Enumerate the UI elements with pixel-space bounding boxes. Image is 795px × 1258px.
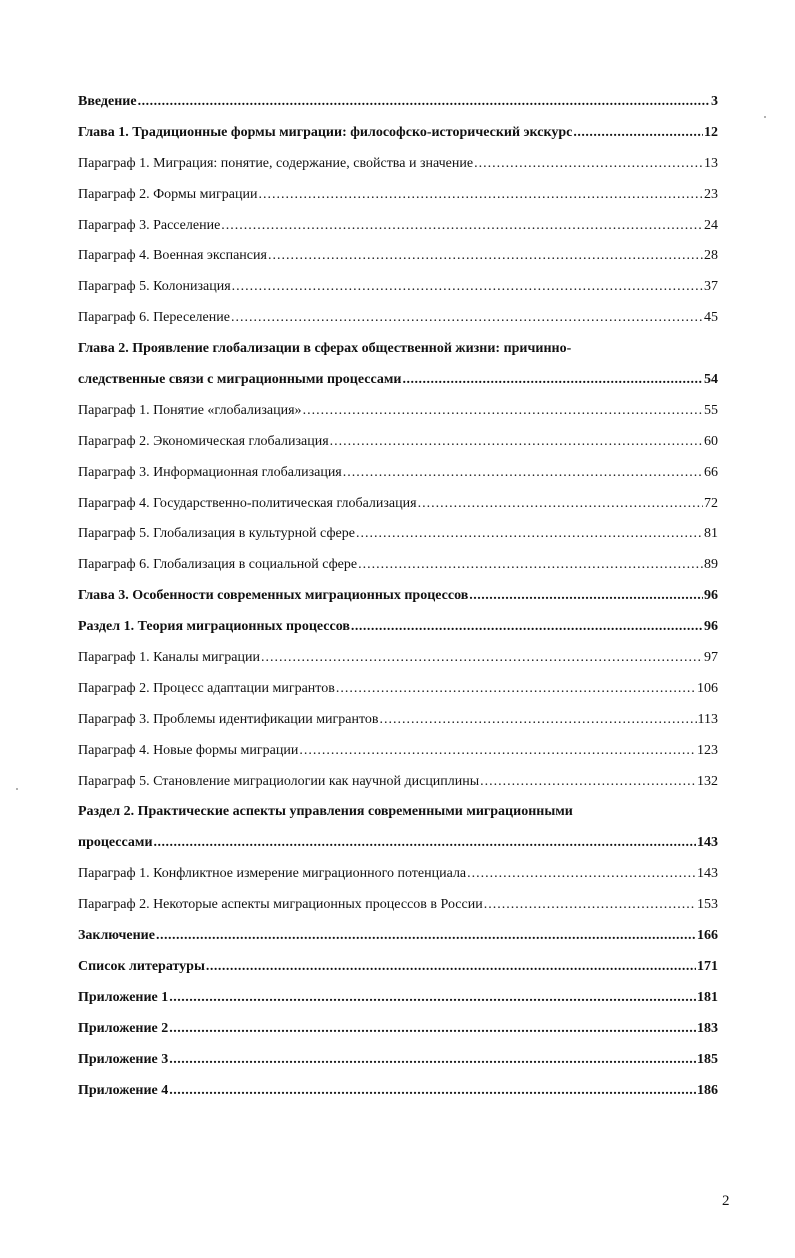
toc-entry — [78, 1045, 718, 1076]
toc-entry-page: 66 — [704, 464, 718, 480]
toc-dot-leader — [402, 365, 703, 396]
toc-entry-title: Глава 3. Особенности современных миграционных процессов — [78, 588, 469, 604]
toc-entry-title: Параграф 5. Колонизация — [78, 279, 231, 295]
toc-entry-page: 72 — [704, 495, 718, 511]
toc-entry-page: 23 — [704, 186, 718, 202]
toc-entry-page: 171 — [697, 958, 718, 974]
toc-entry-title: Глава 1. Традиционные формы миграции: философско-исторический экскурс — [78, 124, 573, 140]
toc-entry — [78, 149, 718, 180]
toc-entry — [78, 489, 718, 520]
toc-entry-title: Параграф 6. Переселение — [78, 310, 230, 326]
toc-entry-title: следственные связи с миграционными процессами — [78, 372, 402, 388]
toc-entry — [78, 180, 718, 211]
toc-entry-title: Заключение — [78, 928, 155, 944]
toc-entry — [78, 1014, 718, 1045]
toc-dot-leader — [467, 859, 696, 890]
toc-entry-title: Параграф 4. Новые формы миграции — [78, 742, 299, 758]
toc-entry — [78, 890, 718, 921]
toc-entry-title: процессами — [78, 835, 153, 851]
toc-entry-title: Параграф 5. Становление миграциологии как научной дисциплины — [78, 773, 480, 789]
toc-dot-leader — [336, 674, 696, 705]
toc-entry-page: 12 — [704, 124, 718, 140]
toc-dot-leader — [261, 643, 703, 674]
toc-entry-title: Параграф 3. Расселение — [78, 217, 221, 233]
toc-entry-page: 55 — [704, 402, 718, 418]
page-number: 2 — [722, 1193, 730, 1209]
toc-entry-title: Параграф 3. Информационная глобализация — [78, 464, 342, 480]
toc-dot-leader — [169, 1076, 696, 1107]
toc-dot-leader — [480, 767, 696, 798]
toc-entry — [78, 983, 718, 1014]
toc-entry — [78, 211, 718, 242]
toc-entry-page: 24 — [704, 217, 718, 233]
toc-entry — [78, 767, 718, 798]
toc-entry — [78, 118, 718, 149]
toc-dot-leader — [156, 921, 696, 952]
toc-entry-page: 166 — [697, 928, 718, 944]
toc-entry — [78, 705, 718, 736]
toc-entry-title: Параграф 2. Формы миграции — [78, 186, 258, 202]
toc-entry-title: Параграф 4. Государственно-политическая глобализация — [78, 495, 417, 511]
toc-entry — [78, 736, 718, 767]
toc-entry-page: 143 — [697, 835, 718, 851]
toc-entry — [78, 550, 718, 581]
toc-entry-title: Параграф 2. Процесс адаптации мигрантов — [78, 680, 335, 696]
toc-entry — [78, 828, 718, 859]
toc-entry-title: Параграф 1. Миграция: понятие, содержание, свойства и значение — [78, 155, 474, 171]
toc-entry-title: Параграф 1. Каналы миграции — [78, 650, 260, 666]
toc-dot-leader — [573, 118, 703, 149]
toc-entry-page: 3 — [711, 94, 718, 109]
toc-entry-title: Параграф 2. Некоторые аспекты миграционных процессов в России — [78, 897, 483, 913]
toc-entry — [78, 241, 718, 272]
toc-entry-page: 132 — [697, 773, 718, 789]
toc-entry-title: Параграф 6. Глобализация в социальной сфере — [78, 557, 358, 573]
toc-entry-page: 113 — [697, 711, 718, 727]
toc-entry-title: Параграф 4. Военная экспансия — [78, 248, 267, 264]
toc-entry-page: 13 — [704, 155, 718, 171]
toc-dot-leader — [258, 180, 703, 211]
toc-dot-leader — [268, 241, 703, 272]
toc-dot-leader — [351, 612, 703, 643]
toc-entry — [78, 674, 718, 705]
toc-entry-page: 106 — [697, 680, 718, 696]
toc-entry-page: 96 — [704, 588, 718, 604]
toc-entry — [78, 921, 718, 952]
toc-entry-page: 183 — [697, 1020, 718, 1036]
toc-entry-page: 181 — [697, 989, 718, 1005]
toc-dot-leader — [330, 427, 703, 458]
toc-dot-leader — [221, 211, 703, 242]
toc-entry-page: 97 — [704, 650, 718, 666]
scan-speck — [16, 788, 18, 790]
toc-entry-title: Приложение 3 — [78, 1051, 169, 1067]
toc-entry — [78, 427, 718, 458]
toc-dot-leader — [299, 736, 696, 767]
toc-entry — [78, 396, 718, 427]
scan-speck — [764, 116, 766, 118]
toc-dot-leader — [231, 303, 703, 334]
toc-entry-title: Введение — [78, 94, 137, 109]
toc-dot-leader — [469, 581, 703, 612]
toc-entry — [78, 612, 718, 643]
toc-entry-page: 186 — [697, 1082, 718, 1098]
toc-entry-line — [78, 797, 718, 828]
toc-entry-title: Параграф 1. Понятие «глобализация» — [78, 402, 302, 418]
toc-entry-title: Приложение 4 — [78, 1082, 169, 1098]
toc-entry-line — [78, 334, 718, 365]
toc-entry-title: Глава 2. Проявление глобализации в сферах общественной жизни: причинно- — [78, 341, 572, 357]
toc-entry — [78, 643, 718, 674]
toc-entry — [78, 519, 718, 550]
toc-entry — [78, 859, 718, 890]
toc-entry — [78, 952, 718, 983]
toc-dot-leader — [303, 396, 703, 427]
toc-dot-leader — [380, 705, 697, 736]
toc-entry-page: 81 — [704, 526, 718, 542]
toc-entry-title: Параграф 3. Проблемы идентификации мигрантов — [78, 711, 379, 727]
toc-dot-leader — [358, 550, 703, 581]
toc-dot-leader — [138, 87, 710, 118]
toc-dot-leader — [169, 983, 696, 1014]
toc-entry-page: 153 — [697, 897, 718, 913]
toc-entry-title: Приложение 1 — [78, 989, 169, 1005]
toc-dot-leader — [169, 1014, 696, 1045]
toc-entry-page: 54 — [704, 372, 718, 388]
toc-entry-title: Параграф 5. Глобализация в культурной сфере — [78, 526, 355, 542]
toc-entry — [78, 581, 718, 612]
toc-entry-page: 123 — [697, 742, 718, 758]
toc-dot-leader — [474, 149, 703, 180]
toc-entry-title: Приложение 2 — [78, 1020, 169, 1036]
toc-entry — [78, 458, 718, 489]
toc-entry-page: 89 — [704, 557, 718, 573]
toc-dot-leader — [343, 458, 703, 489]
toc-dot-leader — [484, 890, 696, 921]
toc-entry-title: Раздел 2. Практические аспекты управления современными миграционными — [78, 804, 573, 820]
toc-entry-title: Раздел 1. Теория миграционных процессов — [78, 619, 350, 635]
toc-entry-page: 37 — [704, 279, 718, 295]
toc-dot-leader — [154, 828, 696, 859]
toc-entry — [78, 1076, 718, 1107]
toc-dot-leader — [356, 519, 703, 550]
table-of-contents — [78, 87, 718, 1106]
toc-dot-leader — [206, 952, 696, 983]
toc-entry-page: 96 — [704, 619, 718, 635]
toc-entry — [78, 272, 718, 303]
toc-entry-page: 143 — [697, 866, 718, 882]
toc-entry — [78, 87, 718, 118]
toc-entry-title: Параграф 2. Экономическая глобализация — [78, 433, 329, 449]
toc-entry — [78, 303, 718, 334]
toc-dot-leader — [232, 272, 703, 303]
toc-entry-page: 45 — [704, 310, 718, 326]
toc-dot-leader — [169, 1045, 696, 1076]
toc-dot-leader — [418, 489, 703, 520]
toc-entry-title: Параграф 1. Конфликтное измерение миграционного потенциала — [78, 866, 467, 882]
toc-entry-title: Список литературы — [78, 958, 205, 974]
toc-entry — [78, 365, 718, 396]
toc-entry-page: 185 — [697, 1051, 718, 1067]
toc-entry-page: 60 — [704, 433, 718, 449]
toc-entry-page: 28 — [704, 248, 718, 264]
